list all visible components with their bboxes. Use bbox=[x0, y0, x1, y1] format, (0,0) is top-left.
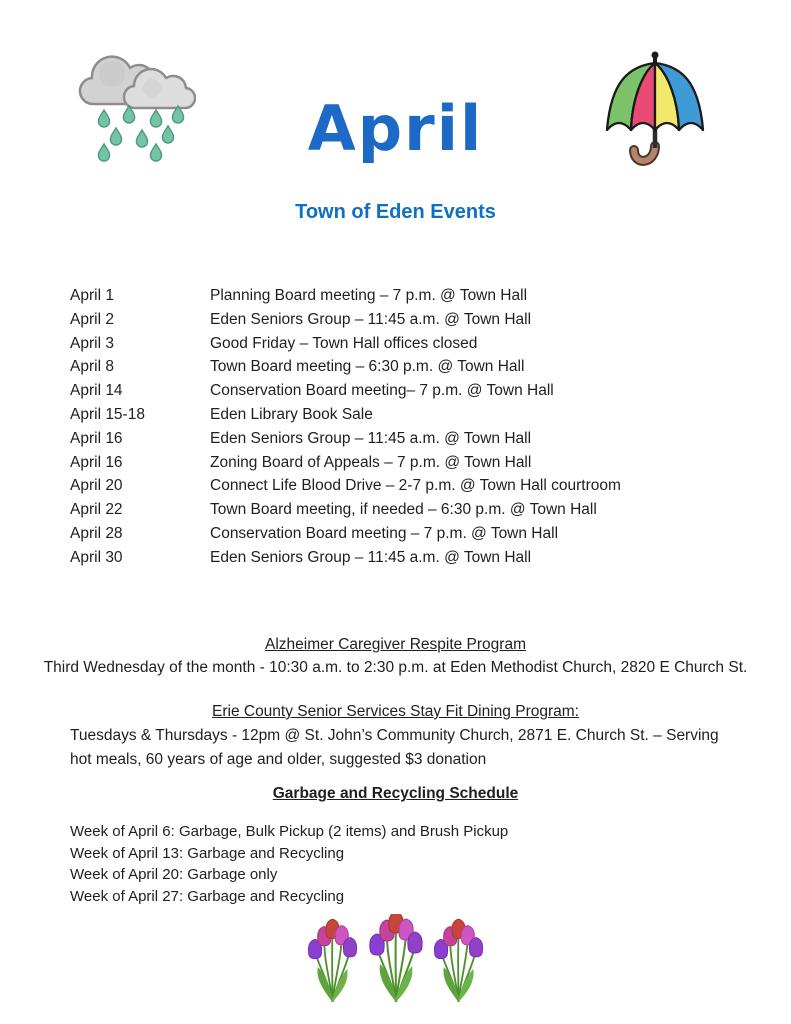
erie-section-heading: Erie County Senior Services Stay Fit Dining Program: bbox=[212, 703, 579, 720]
event-row bbox=[70, 284, 730, 308]
page-title: April bbox=[307, 92, 484, 165]
event-date: April 15-18 bbox=[70, 405, 145, 423]
event-row bbox=[70, 498, 730, 522]
event-date: April 16 bbox=[70, 453, 123, 471]
event-date: April 14 bbox=[70, 382, 123, 400]
garbage-week-line: Week of April 20: Garbage only bbox=[70, 866, 278, 884]
event-date: April 22 bbox=[70, 501, 123, 519]
garbage-schedule-list bbox=[70, 821, 730, 907]
event-description: Planning Board meeting – 7 p.m. @ Town Hall bbox=[210, 287, 528, 304]
event-description: Zoning Board of Appeals – 7 p.m. @ Town Hall bbox=[210, 453, 532, 471]
event-description: Conservation Board meeting – 7 p.m. @ Town Hall bbox=[210, 524, 559, 542]
garbage-week-line: Week of April 13: Garbage and Recycling bbox=[70, 844, 345, 862]
event-description: Connect Life Blood Drive – 2-7 p.m. @ Town Hall courtroom bbox=[210, 477, 621, 495]
event-date: April 16 bbox=[70, 429, 123, 447]
event-description: Conservation Board meeting– 7 p.m. @ Town Hall bbox=[210, 382, 554, 400]
garbage-week-line: Week of April 6: Garbage, Bulk Pickup (2 items) and Brush Pickup bbox=[70, 823, 509, 840]
event-date: April 28 bbox=[70, 524, 123, 542]
tulips-icon bbox=[302, 914, 490, 1010]
event-row bbox=[70, 355, 730, 379]
garbage-week-line: Week of April 27: Garbage and Recycling bbox=[70, 887, 345, 905]
event-row bbox=[70, 474, 730, 498]
event-row bbox=[70, 332, 730, 356]
event-row bbox=[70, 427, 730, 451]
events-list bbox=[70, 284, 730, 570]
garbage-section-heading: Garbage and Recycling Schedule bbox=[272, 785, 519, 802]
erie-section-body: Tuesdays & Thursdays - 12pm @ St. John’s Community Church, 2871 E. Church St. – Serving hot meals, 60 years of age and older, suggested $3 donation bbox=[70, 727, 719, 768]
event-date: April 3 bbox=[70, 334, 114, 352]
alzheimer-section-body: Third Wednesday of the month - 10:30 a.m. to 2:30 p.m. at Eden Methodist Church, 2820 E Church St. bbox=[43, 659, 748, 676]
event-description: Eden Seniors Group – 11:45 a.m. @ Town Hall bbox=[210, 429, 532, 447]
event-description: Eden Library Book Sale bbox=[210, 405, 373, 423]
event-row bbox=[70, 522, 730, 546]
event-row bbox=[70, 403, 730, 427]
event-row bbox=[70, 379, 730, 403]
event-date: April 2 bbox=[70, 310, 114, 328]
event-description: Town Board meeting, if needed – 6:30 p.m. @ Town Hall bbox=[210, 501, 597, 519]
event-description: Eden Seniors Group – 11:45 a.m. @ Town Hall bbox=[210, 548, 532, 566]
event-description: Town Board meeting – 6:30 p.m. @ Town Hall bbox=[210, 358, 525, 376]
event-date: April 20 bbox=[70, 477, 123, 495]
event-row bbox=[70, 451, 730, 475]
alzheimer-section-heading: Alzheimer Caregiver Respite Program bbox=[264, 636, 526, 653]
event-row bbox=[70, 308, 730, 332]
event-date: April 30 bbox=[70, 548, 123, 566]
event-date: April 8 bbox=[70, 358, 114, 376]
event-date: April 1 bbox=[70, 287, 114, 304]
event-row bbox=[70, 546, 730, 570]
page-subtitle: Town of Eden Events bbox=[295, 201, 496, 223]
event-description: Good Friday – Town Hall offices closed bbox=[210, 334, 478, 352]
event-description: Eden Seniors Group – 11:45 a.m. @ Town Hall bbox=[210, 310, 532, 328]
